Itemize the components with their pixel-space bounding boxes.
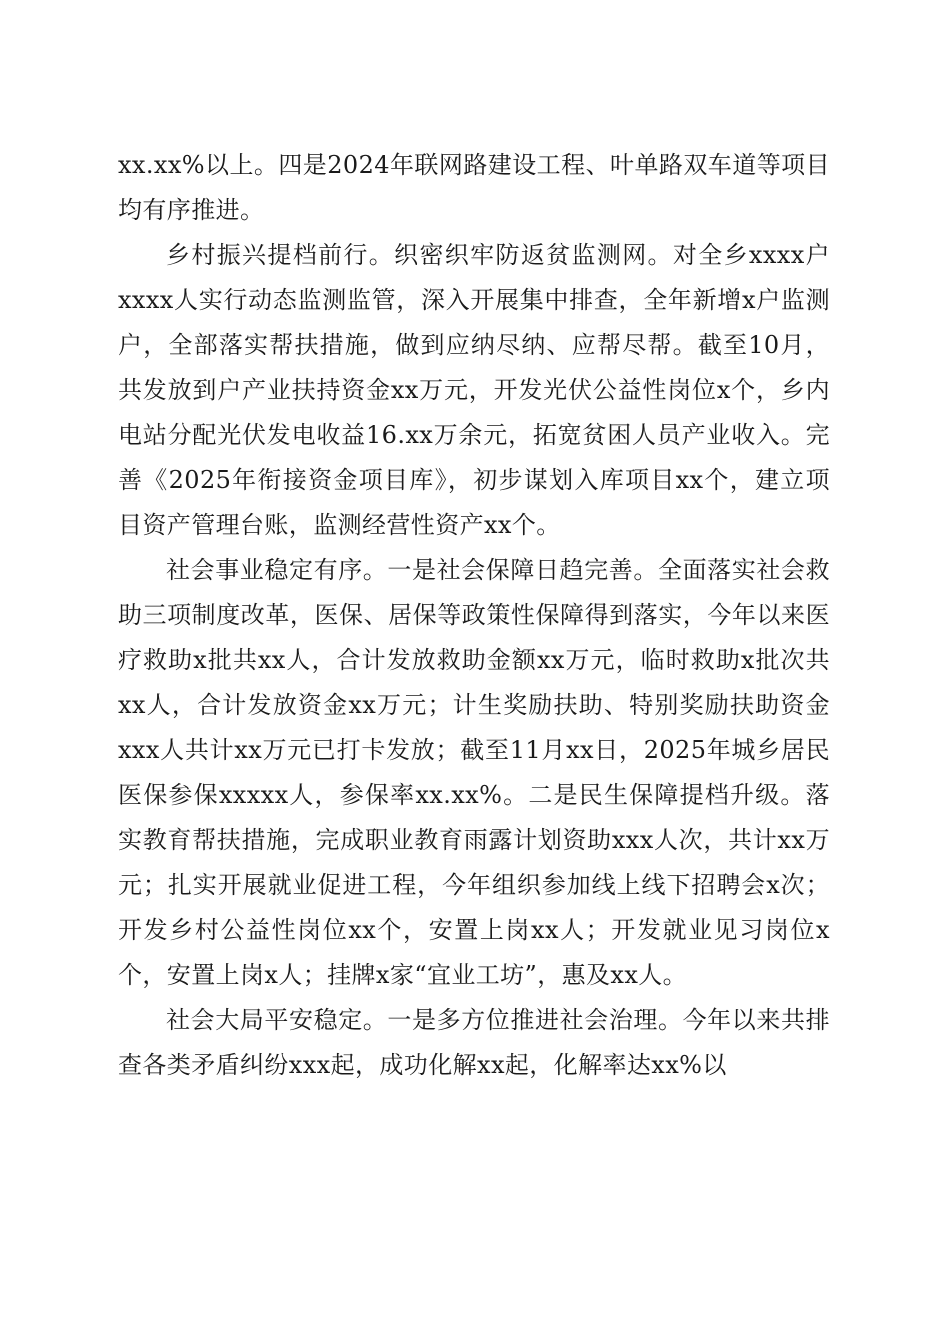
paragraph-social-undertakings: 社会事业稳定有序。一是社会保障日趋完善。全面落实社会救助三项制度改革，医保、居保等政策性保障得到落实，今年以来医疗救助x批共xx人，合计发放救助金额xx万元，临时救助x批次共xx人，合计发放资金xx万元；计生奖励扶助、特别奖励扶助资金xxx人共计xx万元已打卡发放；截至11月xx日，2025年城乡居民医保参保xxxxx人，参保率xx.xx%。二是民生保障提档升级。落实教育帮扶措施，完成职业教育雨露计划资助xxx人次，共计xx万元；扎实开展就业促进工程，今年组织参加线上线下招聘会x次；开发乡村公益性岗位xx个，安置上岗xx人；开发就业见习岗位x个，安置上岗x人；挂牌x家“宜业工坊”，惠及xx人。 <box>118 556 830 989</box>
paragraph-social-stability: 社会大局平安稳定。一是多方位推进社会治理。今年以来共排查各类矛盾纠纷xxx起，成功化解xx起，化解率达xx%以 <box>118 1006 830 1079</box>
paragraph-continuation: xx.xx%以上。四是2024年联网路建设工程、叶单路双车道等项目均有序推进。 <box>118 151 830 224</box>
paragraph-rural-revitalization: 乡村振兴提档前行。织密织牢防返贫监测网。对全乡xxxx户xxxx人实行动态监测监管，深入开展集中排查，全年新增x户监测户，全部落实帮扶措施，做到应纳尽纳、应帮尽帮。截至10月，共发放到户产业扶持资金xx万元，开发光伏公益性岗位x个，乡内电站分配光伏发电收益16.xx万余元，拓宽贫困人员产业收入。完善《2025年衔接资金项目库》，初步谋划入库项目xx个，建立项目资产管理台账，监测经营性资产xx个。 <box>118 241 830 539</box>
document-body <box>118 143 830 1088</box>
